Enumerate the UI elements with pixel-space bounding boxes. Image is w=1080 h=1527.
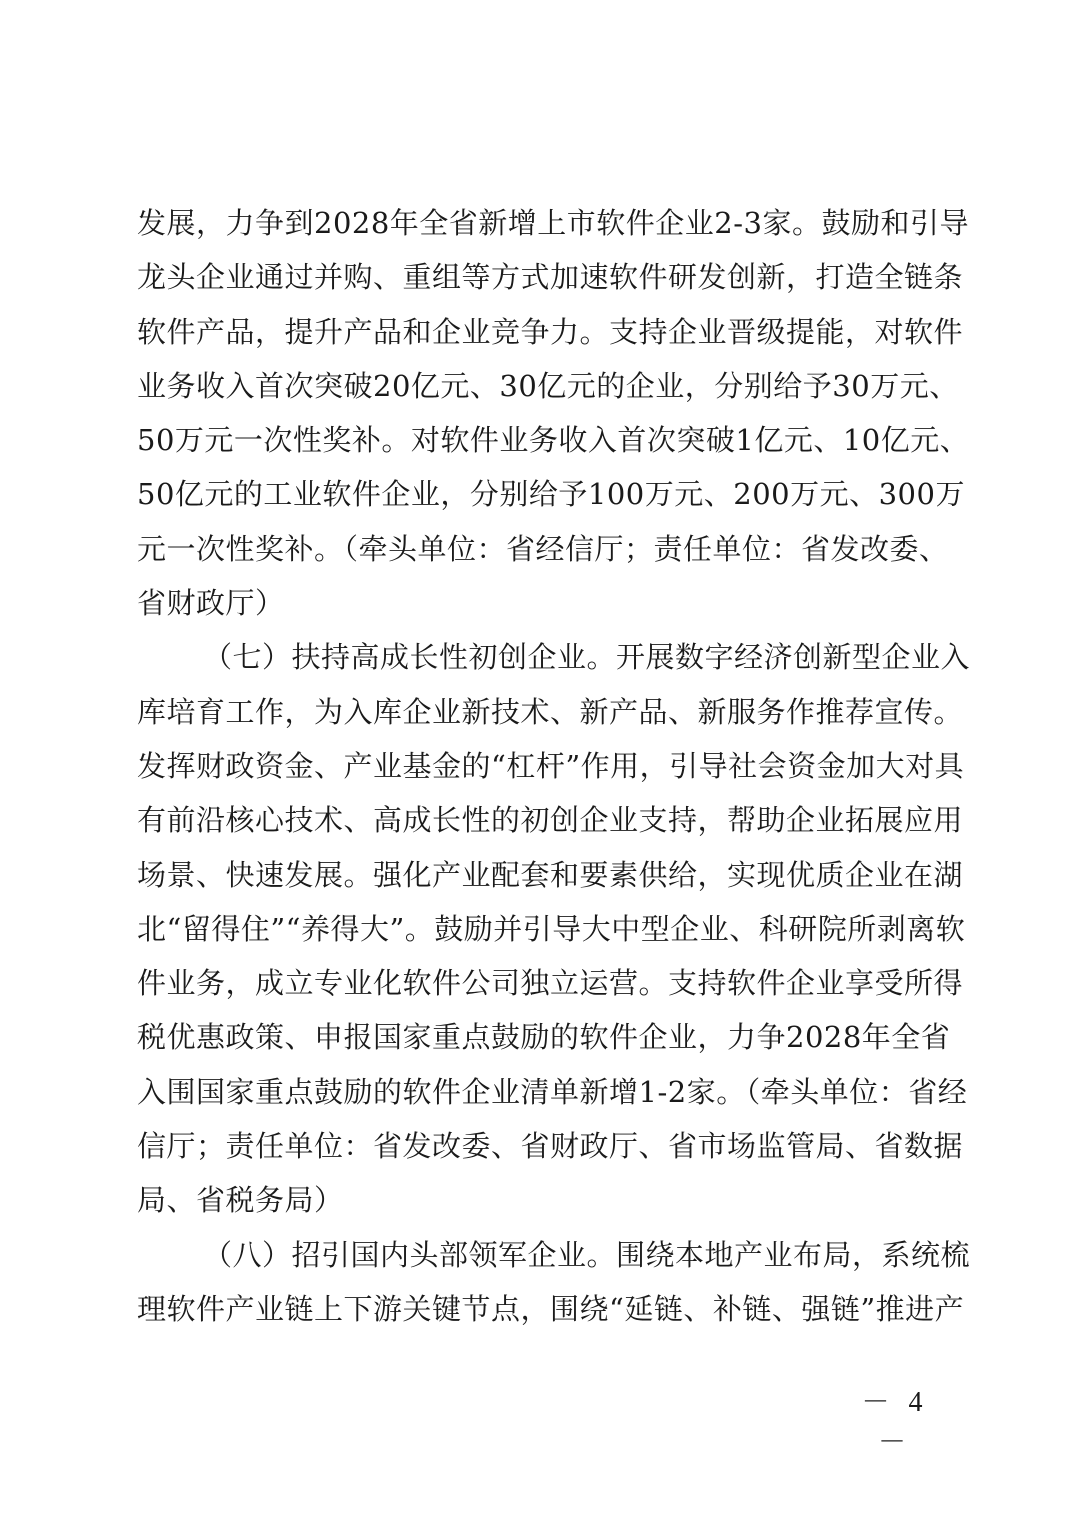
text-line: 发挥财政资金、产业基金的“杠杆”作用，引导社会资金加大对具 <box>137 748 965 783</box>
text-line: 库培育工作，为入库企业新技术、新产品、新服务作推荐宣传。 <box>137 694 964 729</box>
text-line: 龙头企业通过并购、重组等方式加速软件研发创新，打造全链条 <box>137 260 964 295</box>
text-line: 50万元一次性奖补。对软件业务收入首次突破1亿元、10亿元、 <box>137 423 970 458</box>
text-line: 入围国家重点鼓励的软件企业清单新增1-2家。（牵头单位：省经 <box>137 1074 968 1109</box>
text-line: 局、省税务局） <box>137 1183 344 1218</box>
text-line: 北“留得住”“养得大”。鼓励并引导大中型企业、科研院所剥离软 <box>137 911 966 946</box>
text-line: 发展，力争到2028年全省新增上市软件企业2-3家。鼓励和引导 <box>137 206 970 240</box>
page-number: － 4 － <box>861 1387 929 1458</box>
text-line: 软件产品，提升产品和企业竞争力。支持企业晋级提能，对软件 <box>137 314 964 349</box>
text-line: 场景、快速发展。强化产业配套和要素供给，实现优质企业在湖 <box>137 857 964 892</box>
text-line: 件业务，成立专业化软件公司独立运营。支持软件企业享受所得 <box>137 966 964 1001</box>
text-line: 50亿元的工业软件企业，分别给予100万元、200万元、300万 <box>137 477 965 512</box>
text-line: 信厅；责任单位：省发改委、省财政厅、省市场监管局、省数据 <box>137 1129 964 1164</box>
section-heading-line: （八）招引国内头部领军企业。围绕本地产业布局，系统梳 <box>203 1237 971 1272</box>
text-line: 理软件产业链上下游关键节点，围绕“延链、补链、强链”推进产 <box>137 1291 965 1326</box>
text-line: 元一次性奖补。（牵头单位：省经信厅；责任单位：省发改委、 <box>137 531 949 566</box>
section-heading-line: （七）扶持高成长性初创企业。开展数字经济创新型企业入 <box>203 640 971 675</box>
text-line: 业务收入首次突破20亿元、30亿元的企业，分别给予30万元、 <box>137 368 959 403</box>
body-text <box>137 196 971 1336</box>
text-line: 省财政厅） <box>137 586 285 621</box>
text-line: 有前沿核心技术、高成长性的初创企业支持，帮助企业拓展应用 <box>137 803 964 838</box>
text-line: 税优惠政策、申报国家重点鼓励的软件企业，力争2028年全省 <box>137 1020 951 1055</box>
